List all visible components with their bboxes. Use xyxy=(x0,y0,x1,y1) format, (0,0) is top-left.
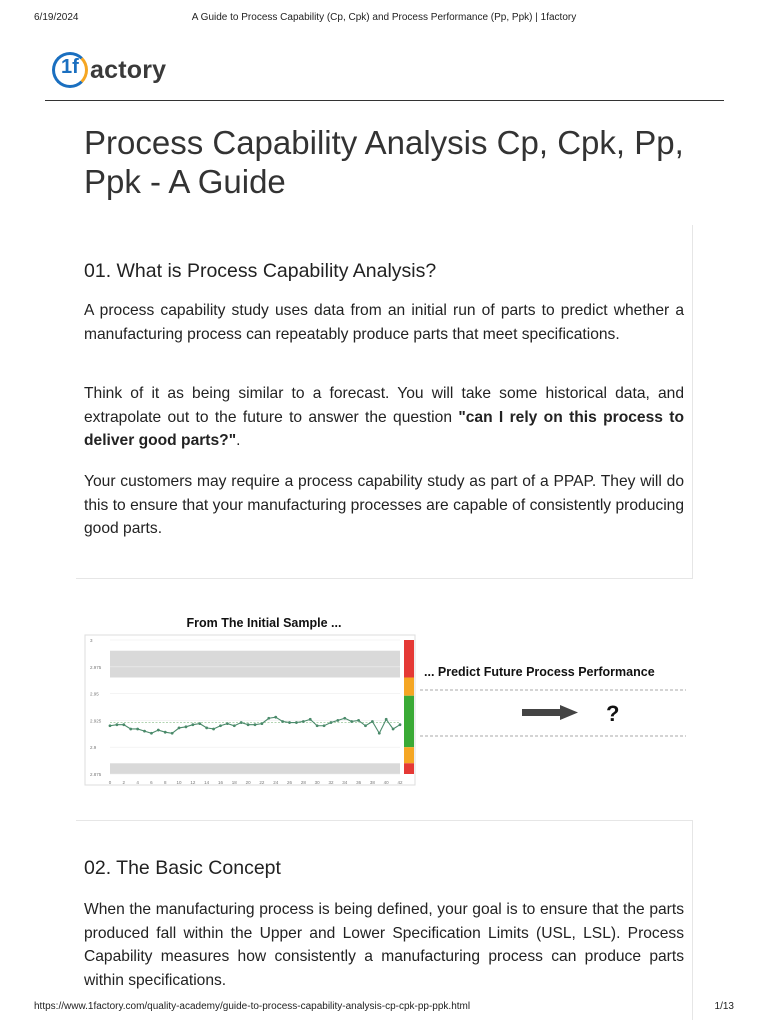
data-point xyxy=(136,728,139,731)
x-tick-label: 6 xyxy=(150,780,153,785)
y-tick-label: 2.925 xyxy=(90,718,102,724)
data-point xyxy=(116,723,119,726)
data-point xyxy=(288,721,291,724)
data-point xyxy=(336,719,339,722)
x-tick-label: 10 xyxy=(176,780,182,785)
data-point xyxy=(171,732,174,735)
x-tick-label: 34 xyxy=(342,780,348,785)
x-tick-label: 20 xyxy=(245,780,251,785)
question-mark: ? xyxy=(606,701,620,726)
print-page-number: 1/13 xyxy=(714,1001,734,1012)
x-tick-label: 2 xyxy=(122,780,126,785)
data-point xyxy=(385,718,388,721)
data-point xyxy=(247,723,250,726)
x-tick-label: 0 xyxy=(108,780,112,785)
data-point xyxy=(185,725,188,728)
data-point xyxy=(295,721,298,724)
print-date: 6/19/2024 xyxy=(34,12,79,23)
spec-zone xyxy=(404,696,414,747)
data-point xyxy=(261,722,264,725)
emphasis-question: "can I rely on this process to deliver good parts?" xyxy=(84,408,684,449)
arrow-right-icon xyxy=(522,705,578,720)
data-point xyxy=(157,729,160,732)
x-tick-label: 16 xyxy=(217,780,223,785)
lower-band xyxy=(110,763,400,774)
print-title: A Guide to Process Capability (Cp, Cpk) and Process Performance (Pp, Ppk) | 1factory xyxy=(191,12,577,23)
data-point xyxy=(281,720,284,723)
data-point xyxy=(309,718,312,721)
site-logo[interactable] xyxy=(52,52,166,88)
data-point xyxy=(205,727,208,730)
x-tick-label: 26 xyxy=(287,780,293,785)
y-tick-label: 2.9 xyxy=(90,745,97,751)
x-tick-label: 42 xyxy=(397,780,403,785)
data-point xyxy=(399,723,402,726)
data-point xyxy=(226,722,229,725)
data-point xyxy=(150,732,153,735)
control-chart xyxy=(84,606,694,796)
logo-mark-icon: 1f xyxy=(52,52,88,88)
print-url: https://www.1factory.com/quality-academy/guide-to-process-capability-analysis-cp-cpk-pp-ppk.html xyxy=(34,1001,471,1012)
paragraph: Your customers may require a process capability study as part of a PPAP. They will do this to ensure that your manufacturing processes are capable of consistently producing good parts. xyxy=(84,473,684,537)
x-tick-label: 18 xyxy=(231,780,237,785)
right-chart-title: ... Predict Future Process Performance xyxy=(424,665,655,679)
data-point xyxy=(109,724,112,727)
data-point xyxy=(330,721,333,724)
data-point xyxy=(191,723,194,726)
page-title: Process Capability Analysis Cp, Cpk, Pp, Ppk - A Guide xyxy=(84,124,684,200)
paragraph: Think of it as being similar to a forecast. You will take some historical data, and extrapolate out to the future to answer the question "can I rely on this process to deliver good parts?". xyxy=(84,385,684,449)
section-heading: 02. The Basic Concept xyxy=(84,857,281,879)
y-tick-label: 3 xyxy=(90,638,93,643)
data-point xyxy=(371,720,374,723)
print-header xyxy=(34,12,734,23)
print-footer xyxy=(34,1001,734,1012)
x-tick-label: 22 xyxy=(259,780,265,785)
spec-zone xyxy=(404,763,414,774)
x-tick-label: 12 xyxy=(190,780,196,785)
y-tick-label: 2.875 xyxy=(90,772,102,777)
data-point xyxy=(316,724,319,727)
logo-wordmark: actory xyxy=(90,55,167,84)
data-point xyxy=(343,717,346,720)
data-point xyxy=(212,728,215,731)
data-point xyxy=(357,719,360,722)
data-point xyxy=(254,723,257,726)
data-point xyxy=(164,731,167,734)
data-point xyxy=(364,724,367,727)
x-tick-label: 4 xyxy=(136,780,139,785)
paragraph: When the manufacturing process is being defined, your goal is to ensure that the parts produced fall within the Upper and Lower Specification Limits (USL, LSL). Process Capability measures how consistently a manufacturing process can produce parts within specifications. xyxy=(84,901,684,989)
x-tick-label: 8 xyxy=(163,780,167,785)
data-point xyxy=(240,721,243,724)
spec-zone xyxy=(404,640,414,678)
data-point xyxy=(178,727,181,730)
data-point xyxy=(267,717,270,720)
header-divider xyxy=(45,100,724,101)
data-point xyxy=(302,720,305,723)
x-tick-label: 30 xyxy=(314,780,320,785)
upper-band xyxy=(110,651,400,678)
x-tick-label: 36 xyxy=(356,780,362,785)
data-point xyxy=(274,716,277,719)
x-tick-label: 40 xyxy=(383,780,389,785)
data-point xyxy=(219,724,222,727)
data-point xyxy=(392,728,395,731)
spec-zone xyxy=(404,678,414,696)
x-tick-label: 14 xyxy=(204,780,210,785)
data-point xyxy=(350,720,353,723)
section-what-is-capability xyxy=(76,225,693,579)
data-point xyxy=(233,724,236,727)
x-tick-label: 28 xyxy=(300,780,306,785)
data-point xyxy=(323,724,326,727)
data-point xyxy=(129,728,132,731)
x-tick-label: 24 xyxy=(273,780,279,785)
x-tick-label: 32 xyxy=(328,780,334,785)
left-chart-title: From The Initial Sample ... xyxy=(186,616,342,630)
y-tick-label: 2.975 xyxy=(90,664,102,670)
data-point xyxy=(378,732,381,735)
section-heading: 01. What is Process Capability Analysis? xyxy=(84,260,437,282)
data-point xyxy=(143,730,146,733)
y-tick-label: 2.95 xyxy=(90,691,99,697)
data-point xyxy=(198,722,201,725)
data-point xyxy=(122,723,125,726)
capability-figure xyxy=(84,606,694,796)
spec-zone xyxy=(404,747,414,763)
paragraph: A process capability study uses data from an initial run of parts to predict whether a manufacturing process can repeatably produce parts that meet specifications. xyxy=(84,302,684,343)
x-tick-label: 38 xyxy=(369,780,375,785)
section-basic-concept xyxy=(76,820,693,1020)
